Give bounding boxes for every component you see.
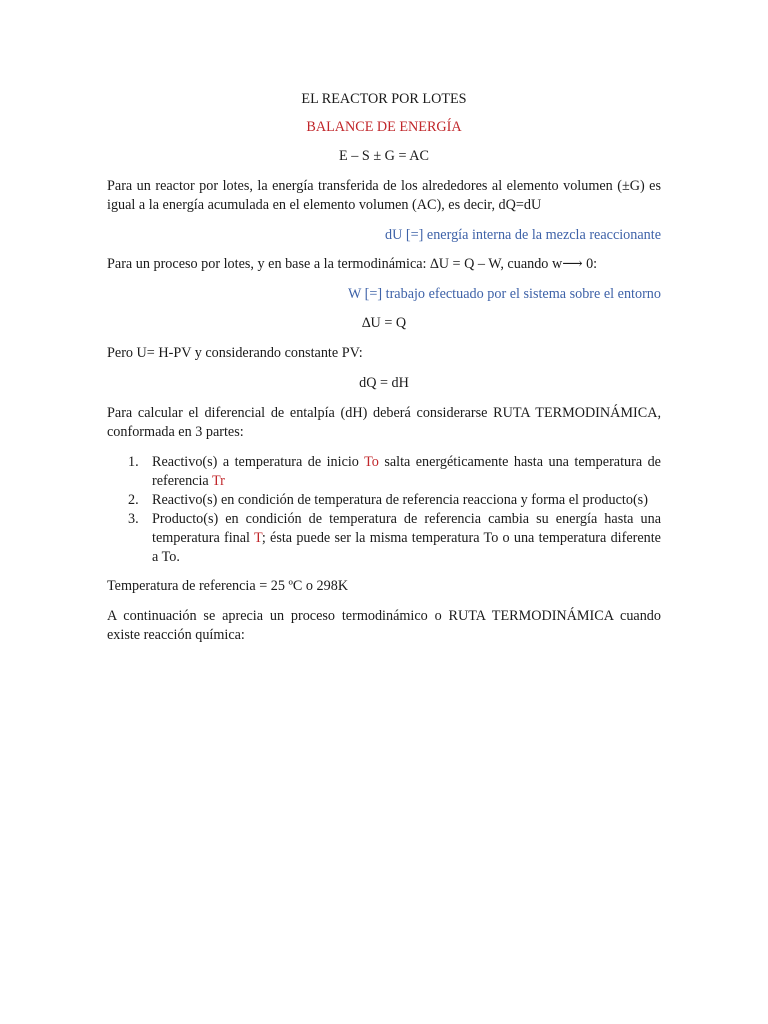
paragraph-thermodynamic-route: Para calcular el diferencial de entalpía (dH) deberá considerarse RUTA TERMODINÁMICA, conformada en 3 partes: (107, 405, 661, 440)
equation-dq-dh: dQ = dH (359, 375, 409, 391)
list-item-number: 2. (128, 492, 139, 508)
paragraph-thermodynamics: Para un proceso por lotes, y en base a la termodinámica: ∆U = Q – W, cuando w⟶ 0: (107, 256, 598, 272)
list-item-text: ; ésta puede ser la misma temperatura To o una temperatura diferente a To. (152, 530, 661, 565)
list-item-number: 3. (128, 511, 139, 527)
list-item-text: Reactivo(s) a temperatura de inicio (152, 454, 365, 470)
list-item-text: salta energéticamente hasta una temperatura de referencia (152, 454, 661, 489)
page-title: EL REACTOR POR LOTES (301, 91, 467, 107)
note-internal-energy: dU [=] energía interna de la mezcla reaccionante (385, 227, 661, 243)
list-item-number: 1. (128, 454, 139, 470)
note-work: W [=] trabajo efectuado por el sistema sobre el entorno (347, 286, 661, 302)
section-subtitle: BALANCE DE ENERGÍA (306, 119, 462, 135)
paragraph-enthalpy-relation: Pero U= H-PV y considerando constante PV: (107, 345, 363, 361)
paragraph-batch-reactor: Para un reactor por lotes, la energía transferida de los alrededores al elemento volumen (±G) es igual a la energía acumulada en el elemento volumen (AC), es decir, dQ=dU (107, 178, 661, 213)
paragraph-conclusion: A continuación se aprecia un proceso termodinámico o RUTA TERMODINÁMICA cuando existe reacción química: (107, 608, 661, 643)
equation-delta-u: ∆U = Q (361, 315, 407, 331)
list-item (107, 453, 661, 491)
list-item-text: Producto(s) en condición de temperatura de referencia cambia su energía hasta una temperatura final (152, 511, 661, 546)
paragraph-reference-temperature: Temperatura de referencia = 25 ºC o 298K (107, 578, 349, 594)
list-item (107, 491, 661, 510)
list-item (107, 510, 661, 567)
highlight-t: T (253, 530, 262, 546)
energy-balance-equation: E – S ± G = AC (339, 148, 429, 164)
highlight-tr: Tr (212, 473, 225, 489)
document-page (107, 90, 661, 656)
list-item-text: Reactivo(s) en condición de temperatura de referencia reacciona y forma el producto(s) (152, 492, 648, 508)
route-steps-list (107, 453, 661, 567)
highlight-to: To (364, 454, 379, 470)
